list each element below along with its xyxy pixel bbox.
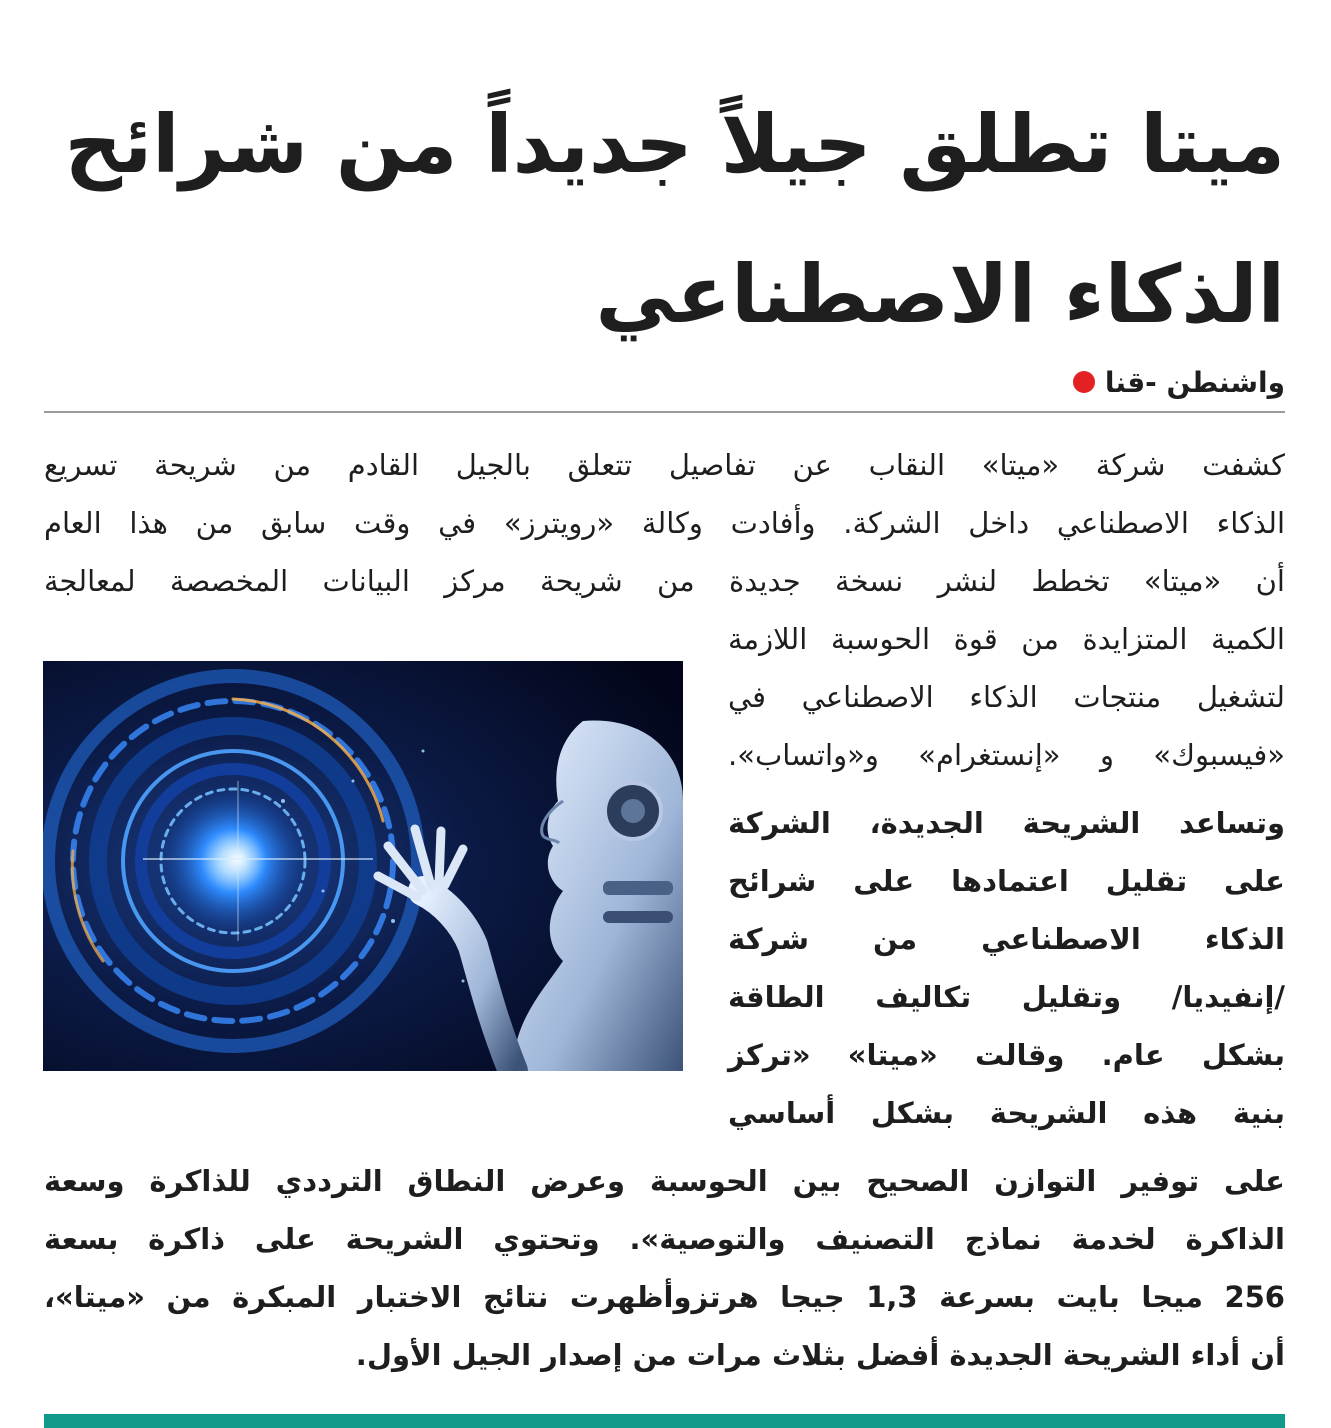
body-line-8: على تقليل اعتمادها على شرائح xyxy=(728,864,1285,898)
body-line-16: أن أداء الشريحة الجديدة أفضل بثلاث مرات من إصدار الجيل الأول. xyxy=(355,1338,1285,1372)
robot-portal-illustration xyxy=(43,661,683,1071)
body-line-4: الكمية المتزايدة من قوة الحوسبة اللازمة xyxy=(728,622,1285,656)
body-line-13: على توفير التوازن الصحيح بين الحوسبة وعرض النطاق الترددي للذاكرة وسعة xyxy=(44,1164,1285,1198)
body-line-1: كشفت شركة «ميتا» النقاب عن تفاصيل تتعلق بالجيل القادم من شريحة تسريع xyxy=(44,448,1285,482)
headline: ميتا تطلق جيلاً جديداً من شرائح الذكاء الاصطناعي xyxy=(64,98,1285,341)
bottom-accent-bar xyxy=(44,1414,1285,1428)
body-line-5: لتشغيل منتجات الذكاء الاصطناعي في xyxy=(728,680,1285,714)
body-line-11: بشكل عام. وقالت «ميتا» «تركز xyxy=(728,1038,1285,1072)
body-line-6: «فيسبوك» و «إنستغرام» و«واتساب». xyxy=(728,738,1285,772)
body-line-2: الذكاء الاصطناعي داخل الشركة. وأفادت وكالة «رويترز» في وقت سابق من هذا العام xyxy=(44,506,1285,540)
body-line-9: الذكاء الاصطناعي من شركة xyxy=(728,922,1285,956)
body-line-7: وتساعد الشريحة الجديدة، الشركة xyxy=(728,806,1285,840)
red-bullet-icon xyxy=(1073,371,1095,393)
body-line-12: بنية هذه الشريحة بشكل أساسي xyxy=(728,1096,1285,1130)
body-line-14: الذاكرة لخدمة نماذج التصنيف والتوصية». وتحتوي الشريحة على ذاكرة بسعة xyxy=(44,1222,1285,1256)
article-photo xyxy=(43,661,683,1071)
dateline xyxy=(1073,362,1285,402)
body-line-3: أن «ميتا» تخطط لنشر نسخة جديدة من شريحة مركز البيانات المخصصة لمعالجة xyxy=(44,564,1285,598)
dateline-text: واشنطن -قنا xyxy=(1104,365,1285,399)
body-line-15: 256 ميجا بايت بسرعة 1,3 جيجا هرتزوأظهرت نتائج الاختبار المبكرة من «ميتا»، xyxy=(44,1280,1285,1314)
divider-rule xyxy=(44,411,1285,413)
body-line-10: /إنفيديا/ وتقليل تكاليف الطاقة xyxy=(728,980,1285,1014)
